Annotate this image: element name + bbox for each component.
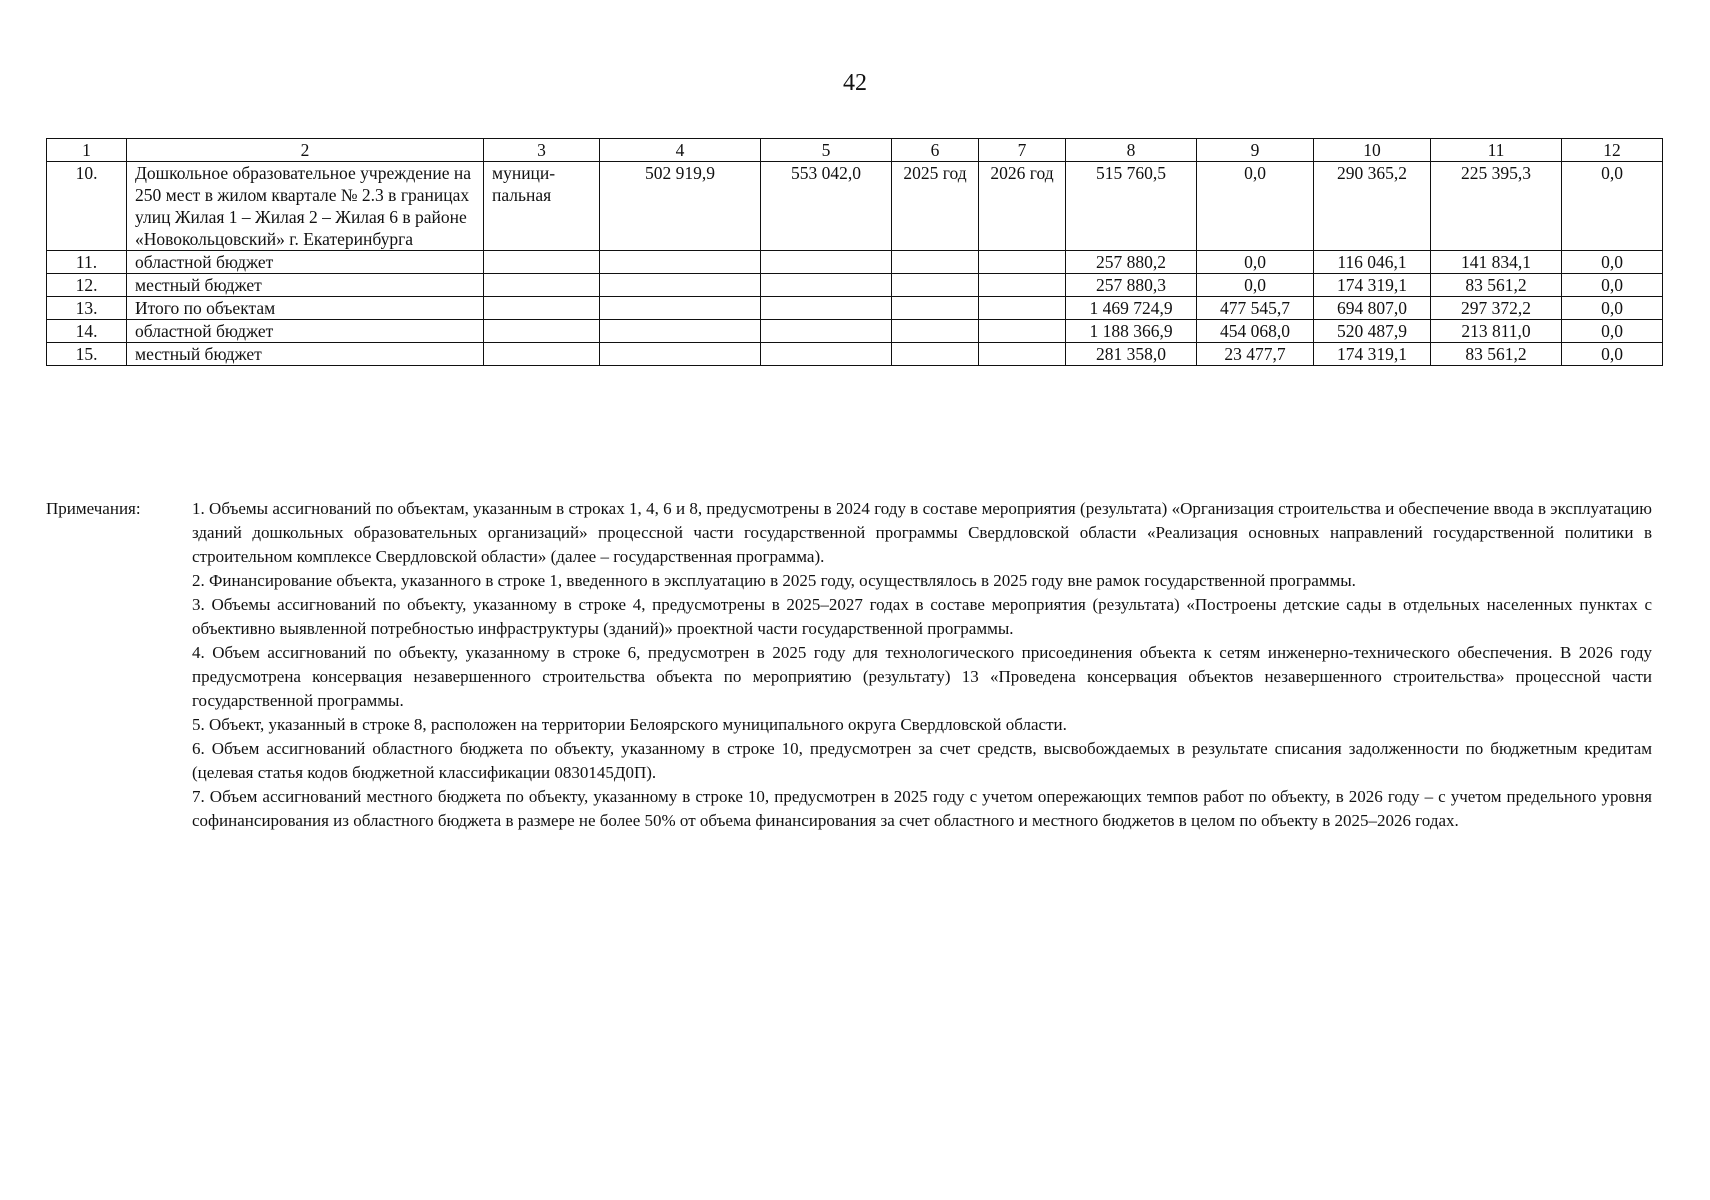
row-number: 12. [47, 274, 127, 297]
row-number: 14. [47, 320, 127, 343]
cell-col11: 83 561,2 [1431, 343, 1562, 366]
cell-col6 [892, 320, 979, 343]
cell-col11: 225 395,3 [1431, 162, 1562, 251]
cell-col7 [979, 343, 1066, 366]
cell-col9: 454 068,0 [1197, 320, 1314, 343]
cell-col6 [892, 297, 979, 320]
cell-col10: 116 046,1 [1314, 251, 1431, 274]
note-item: 4. Объем ассигнований по объекту, указанному в строке 6, предусмотрен в 2025 году для технологического присоединения объекта к сетям инженерно-технического обеспечения. В 2026 году предусмотрена консервация незавершенного строительства объекта по мероприятию (результату) 13 «Проведена консервация объектов незавершенного строительства» процессной части государственной программы. [192, 643, 1652, 710]
cell-col5 [761, 320, 892, 343]
cell-col12: 0,0 [1562, 274, 1663, 297]
table-header [47, 139, 1663, 162]
cell-col7: 2026 год [979, 162, 1066, 251]
cell-col11: 213 811,0 [1431, 320, 1562, 343]
cell-col3 [484, 274, 600, 297]
column-header: 9 [1197, 139, 1314, 162]
cell-col6 [892, 274, 979, 297]
cell-col6: 2025 год [892, 162, 979, 251]
cell-col7 [979, 297, 1066, 320]
table-row [47, 251, 1663, 274]
column-header: 5 [761, 139, 892, 162]
cell-col3 [484, 251, 600, 274]
column-header: 3 [484, 139, 600, 162]
cell-col8: 257 880,2 [1066, 251, 1197, 274]
cell-col10: 174 319,1 [1314, 343, 1431, 366]
cell-col12: 0,0 [1562, 162, 1663, 251]
header-row [47, 139, 1663, 162]
cell-col3 [484, 343, 600, 366]
object-name: областной бюджет [127, 320, 484, 343]
ownership-type: муници-пальная [484, 162, 600, 251]
table-row [47, 162, 1663, 251]
object-name: местный бюджет [127, 343, 484, 366]
note-item: 2. Финансирование объекта, указанного в строке 1, введенного в эксплуатацию в 2025 году, осуществлялось в 2025 году вне рамок государственной программы. [192, 571, 1356, 590]
cell-col11: 83 561,2 [1431, 274, 1562, 297]
cell-col4 [600, 251, 761, 274]
cell-col9: 23 477,7 [1197, 343, 1314, 366]
cell-col6 [892, 343, 979, 366]
row-number: 15. [47, 343, 127, 366]
cell-col7 [979, 320, 1066, 343]
cell-col5 [761, 343, 892, 366]
object-name: областной бюджет [127, 251, 484, 274]
row-number: 13. [47, 297, 127, 320]
note-item: 7. Объем ассигнований местного бюджета по объекту, указанному в строке 10, предусмотрен в 2025 году с учетом опережающих темпов работ по объекту, в 2026 году – с учетом предельного уровня софинансирования из областного бюджета в размере не более 50% от объема финансирования за счет областного и местного бюджетов в целом по объекту в 2025–2026 годах. [192, 787, 1652, 830]
cell-col4: 502 919,9 [600, 162, 761, 251]
page-number: 42 [843, 70, 867, 96]
cell-col10: 520 487,9 [1314, 320, 1431, 343]
cell-col12: 0,0 [1562, 343, 1663, 366]
cell-col5 [761, 274, 892, 297]
cell-col10: 174 319,1 [1314, 274, 1431, 297]
notes-label: Примечания: [46, 499, 141, 518]
table-row [47, 320, 1663, 343]
column-header: 7 [979, 139, 1066, 162]
cell-col4 [600, 343, 761, 366]
cell-col12: 0,0 [1562, 297, 1663, 320]
table-body [47, 162, 1663, 366]
budget-table [46, 138, 1663, 366]
cell-col9: 0,0 [1197, 251, 1314, 274]
cell-col9: 477 545,7 [1197, 297, 1314, 320]
cell-col7 [979, 274, 1066, 297]
row-number: 11. [47, 251, 127, 274]
column-header: 10 [1314, 139, 1431, 162]
column-header: 11 [1431, 139, 1562, 162]
column-header: 1 [47, 139, 127, 162]
table-row [47, 274, 1663, 297]
cell-col3 [484, 297, 600, 320]
notes-list [192, 497, 1652, 833]
cell-col8: 257 880,3 [1066, 274, 1197, 297]
row-number: 10. [47, 162, 127, 251]
cell-col8: 1 188 366,9 [1066, 320, 1197, 343]
column-header: 8 [1066, 139, 1197, 162]
cell-col12: 0,0 [1562, 320, 1663, 343]
cell-col5 [761, 297, 892, 320]
object-name: Дошкольное образовательное учреждение на 250 мест в жилом квартале № 2.3 в границах улиц Жилая 1 – Жилая 2 – Жилая 6 в районе «Новокольцовский» г. Екатеринбурга [127, 162, 484, 251]
table-row [47, 297, 1663, 320]
cell-col9: 0,0 [1197, 162, 1314, 251]
cell-col5 [761, 251, 892, 274]
cell-col4 [600, 274, 761, 297]
cell-col10: 694 807,0 [1314, 297, 1431, 320]
cell-col8: 281 358,0 [1066, 343, 1197, 366]
cell-col3 [484, 320, 600, 343]
cell-col4 [600, 320, 761, 343]
cell-col9: 0,0 [1197, 274, 1314, 297]
cell-col8: 1 469 724,9 [1066, 297, 1197, 320]
cell-col12: 0,0 [1562, 251, 1663, 274]
object-name: местный бюджет [127, 274, 484, 297]
cell-col8: 515 760,5 [1066, 162, 1197, 251]
cell-col11: 141 834,1 [1431, 251, 1562, 274]
note-item: 1. Объемы ассигнований по объектам, указанным в строках 1, 4, 6 и 8, предусмотрены в 2024 году в составе мероприятия (результата) «Организация строительства и обеспечение ввода в эксплуатацию зданий дошкольных образовательных организаций» процессной части государственной программы Свердловской области «Реализация основных направлений государственной политики в строительном комплексе Свердловской области» (далее – государственная программа). [192, 499, 1652, 566]
column-header: 12 [1562, 139, 1663, 162]
column-header: 2 [127, 139, 484, 162]
cell-col5: 553 042,0 [761, 162, 892, 251]
cell-col4 [600, 297, 761, 320]
column-header: 4 [600, 139, 761, 162]
cell-col6 [892, 251, 979, 274]
cell-col11: 297 372,2 [1431, 297, 1562, 320]
object-name: Итого по объектам [127, 297, 484, 320]
cell-col7 [979, 251, 1066, 274]
column-header: 6 [892, 139, 979, 162]
note-item: 6. Объем ассигнований областного бюджета по объекту, указанному в строке 10, предусмотрен за счет средств, высвобождаемых в результате списания задолженности по бюджетным кредитам (целевая статья кодов бюджетной классификации 0830145Д0П). [192, 739, 1652, 782]
note-item: 3. Объемы ассигнований по объекту, указанному в строке 4, предусмотрены в 2025–2027 годах в составе мероприятия (результата) «Построены детские сады в отдельных населенных пунктах с объективно выявленной потребностью инфраструктуры (зданий)» проектной части государственной программы. [192, 595, 1652, 638]
table-row [47, 343, 1663, 366]
cell-col10: 290 365,2 [1314, 162, 1431, 251]
note-item: 5. Объект, указанный в строке 8, расположен на территории Белоярского муниципального округа Свердловской области. [192, 715, 1067, 734]
